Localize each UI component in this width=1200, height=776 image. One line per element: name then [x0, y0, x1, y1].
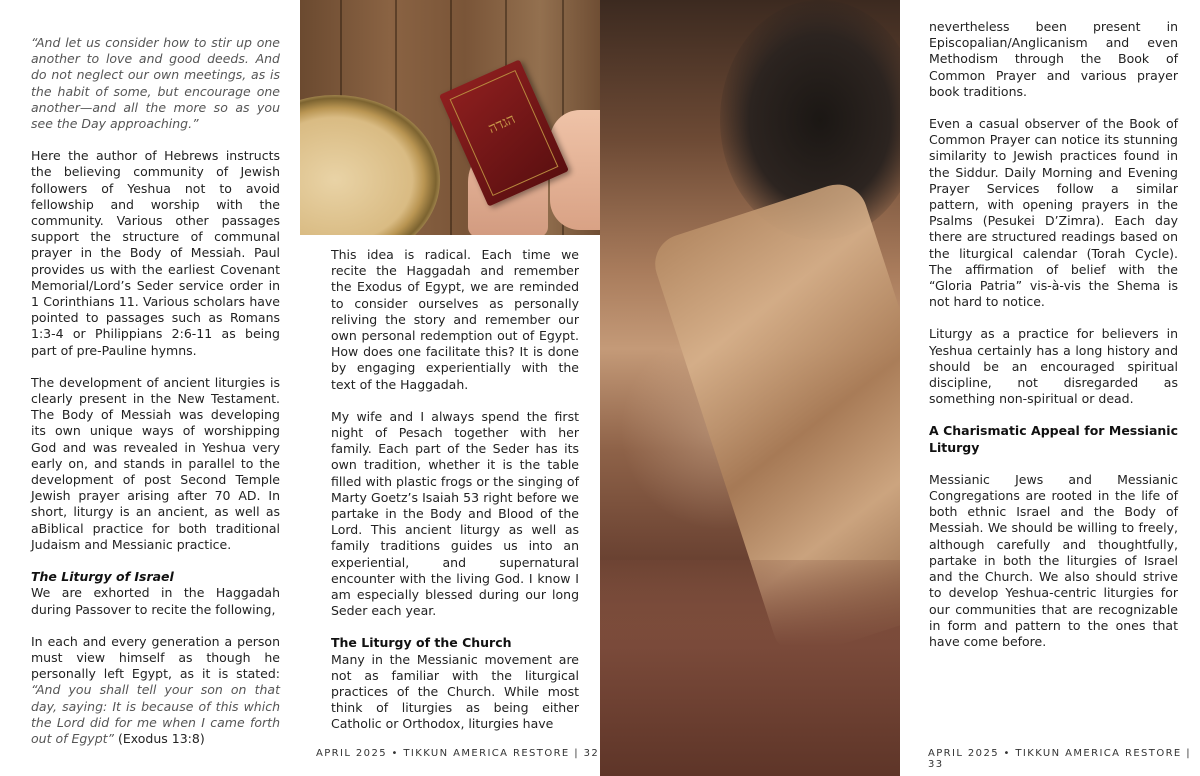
- page-footer-left: APRIL 2025 • TIKKUN AMERICA RESTORE | 32: [316, 748, 600, 759]
- right-column: [929, 19, 1178, 666]
- haggadah-book-matzah-photo: [300, 0, 600, 235]
- book-title-glyph: הגדה: [486, 111, 518, 137]
- section-heading-liturgy-of-israel: The Liturgy of Israel: [31, 569, 174, 585]
- seder-plate-image: [300, 95, 440, 235]
- left-column: [31, 35, 280, 763]
- haggadah-intro: In each and every generation a person must view himself as though he personally left Egypt, as it is stated:: [31, 633, 280, 682]
- old-book-pages-blurred-photo: [600, 0, 900, 776]
- paragraph: nevertheless been present in Episcopalian/Anglicanism and even Methodism through the Book of Common Prayer and various prayer book traditions.: [929, 19, 1178, 99]
- paragraph: We are exhorted in the Haggadah during Passover to recite the following,: [31, 585, 280, 617]
- paragraph: Even a casual observer of the Book of Common Prayer can notice its stunning similarity to Jewish practices found in the Siddur. Daily Morning and Evening Prayer Services follow a similar pattern, with opening prayers in the Psalms (Pesukei D’Zimra). Each day there are structured readings based on the liturgical calendar (Torah Cycle). The affirmation of belief with the “Gloria Patria” vis-à-vis the Shema is not hard to notice.: [929, 116, 1178, 310]
- exodus-quote: “And you shall tell your son on that day, saying: It is because of this which the Lord did for me when I came forth out of Egypt”: [31, 682, 280, 746]
- paragraph: [31, 634, 280, 747]
- paragraph: This idea is radical. Each time we recite the Haggadah and remember the Exodus of Egypt, we are reminded to consider ourselves as personally reliving the story and remember our own personal redemption out of Egypt. How does one facilitate this? It is done by engaging experientially with the text of the Haggadah.: [331, 247, 579, 392]
- middle-column: [331, 247, 579, 749]
- paragraph: Here the author of Hebrews instructs the believing community of Jewish followers of Yeshua not to avoid fellowship and worship with the community. Various other passages support the structure of communal prayer in the Body of Messiah. Paul provides us with the earliest Covenant Memorial/Lord’s Seder service order in 1 Corinthians 11. Various scholars have pointed to passages such as Romans 1:3-4 or Philippians 2:6-11 as being part of pre-Pauline hymns.: [31, 148, 280, 358]
- paragraph: Many in the Messianic movement are not as familiar with the liturgical practices of the Church. While most think of liturgies as being either Catholic or Orthodox, liturgies have: [331, 651, 579, 732]
- exodus-reference: (Exodus 13:8): [114, 730, 205, 746]
- paragraph: Messianic Jews and Messianic Congregations are rooted in the life of both ethnic Israel and the Body of Messiah. We should be willing to freely, although carefully and thoughtfully, partake in both the liturgies of Israel and the Church. We also should strive to develop Yeshua-centric liturgies for our communities that are recognizable in form and pattern to the ones that have come before.: [929, 471, 1178, 649]
- page-footer-right: APRIL 2025 • TIKKUN AMERICA RESTORE | 33: [928, 748, 1192, 770]
- section-heading-liturgy-of-the-church: The Liturgy of the Church: [331, 635, 512, 651]
- section-heading-charismatic-appeal: A Charismatic Appeal for Messianic Liturgy: [929, 423, 1178, 455]
- hebrews-quote: “And let us consider how to stir up one another to love and good deeds. And do not neglect our own meetings, as is the habit of some, but encourage one another—and all the more so as you see the Day approaching.”: [31, 35, 280, 132]
- paragraph: My wife and I always spend the first night of Pesach together with her family. Each part of the Seder has its own tradition, whether it is the table filled with plastic frogs or the singing of Marty Goetz’s Isaiah 53 right before we partake in the Body and Blood of the Lord. This ancient liturgy as well as family traditions guides us into an experiential, and supernatural encounter with the living God. I know I am especially blessed during our long Seder each year.: [331, 408, 579, 619]
- paragraph: The development of ancient liturgies is clearly present in the New Testament. The Body of Messiah was developing its own unique ways of worshipping God and was revealed in Yeshua very early on, and stands in parallel to the development of post Second Temple Jewish prayer arising after 70 AD. In short, liturgy is an ancient, as well as aBiblical practice for both traditional Judaism and Messianic practice.: [31, 374, 280, 552]
- paragraph: Liturgy as a practice for believers in Yeshua certainly has a long history and should be an encouraged spiritual discipline, not disregarded as something non-spiritual or dead.: [929, 326, 1178, 407]
- wood-table-image: [600, 560, 900, 776]
